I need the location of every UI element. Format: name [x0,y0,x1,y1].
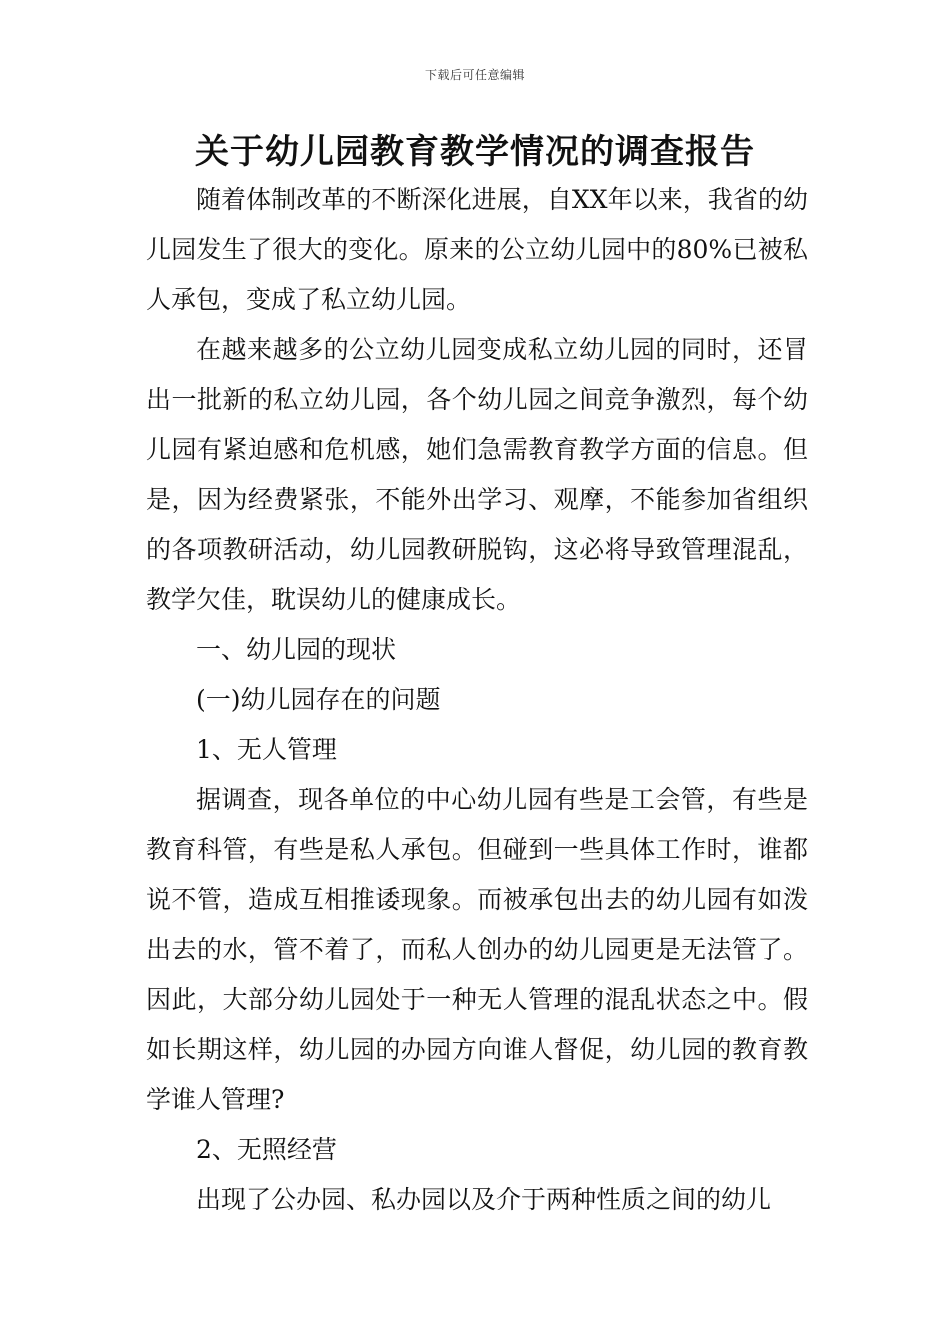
paragraph-unlicensed: 出现了公办园、私办园以及介于两种性质之间的幼儿 [196,1185,772,1214]
header-note: 下载后可任意编辑 [424,68,525,82]
paragraph-competition: 在越来越多的公立幼儿园变成私立幼儿园的同时，还冒出一批新的私立幼儿园，各个幼儿园之间竞争激烈，每个幼儿园有紧迫感和危机感，她们急需教育教学方面的信息。但是，因为经费紧张，不能外出学习、观摩，不能参加省组织的各项教研活动，幼儿园教研脱钩，这必将导致管理混乱，教学欠佳，耽误幼儿的健康成长。 [146,335,808,614]
item-heading-no-management: 1、无人管理 [196,735,337,764]
paragraph-no-management: 据调查，现各单位的中心幼儿园有些是工会管，有些是教育科管，有些是私人承包。但碰到一些具体工作时，谁都说不管，造成互相推诿现象。而被承包出去的幼儿园有如泼出去的水，管不着了，而私人创办的幼儿园更是无法管了。因此，大部分幼儿园处于一种无人管理的混乱状态之中。假如长期这样，幼儿园的办园方向谁人督促，幼儿园的教育教学谁人管理? [146,785,808,1114]
section-heading-status: 一、幼儿园的现状 [196,635,397,664]
item-heading-unlicensed: 2、无照经营 [196,1135,337,1164]
document-body [146,175,808,1225]
subsection-heading-problems: (一)幼儿园存在的问题 [196,685,441,714]
paragraph-intro: 随着体制改革的不断深化进展，自XX年以来，我省的幼儿园发生了很大的变化。原来的公立幼儿园中的80%已被私人承包，变成了私立幼儿园。 [146,185,808,314]
document-title: 关于幼儿园教育教学情况的调查报告 [195,132,755,172]
